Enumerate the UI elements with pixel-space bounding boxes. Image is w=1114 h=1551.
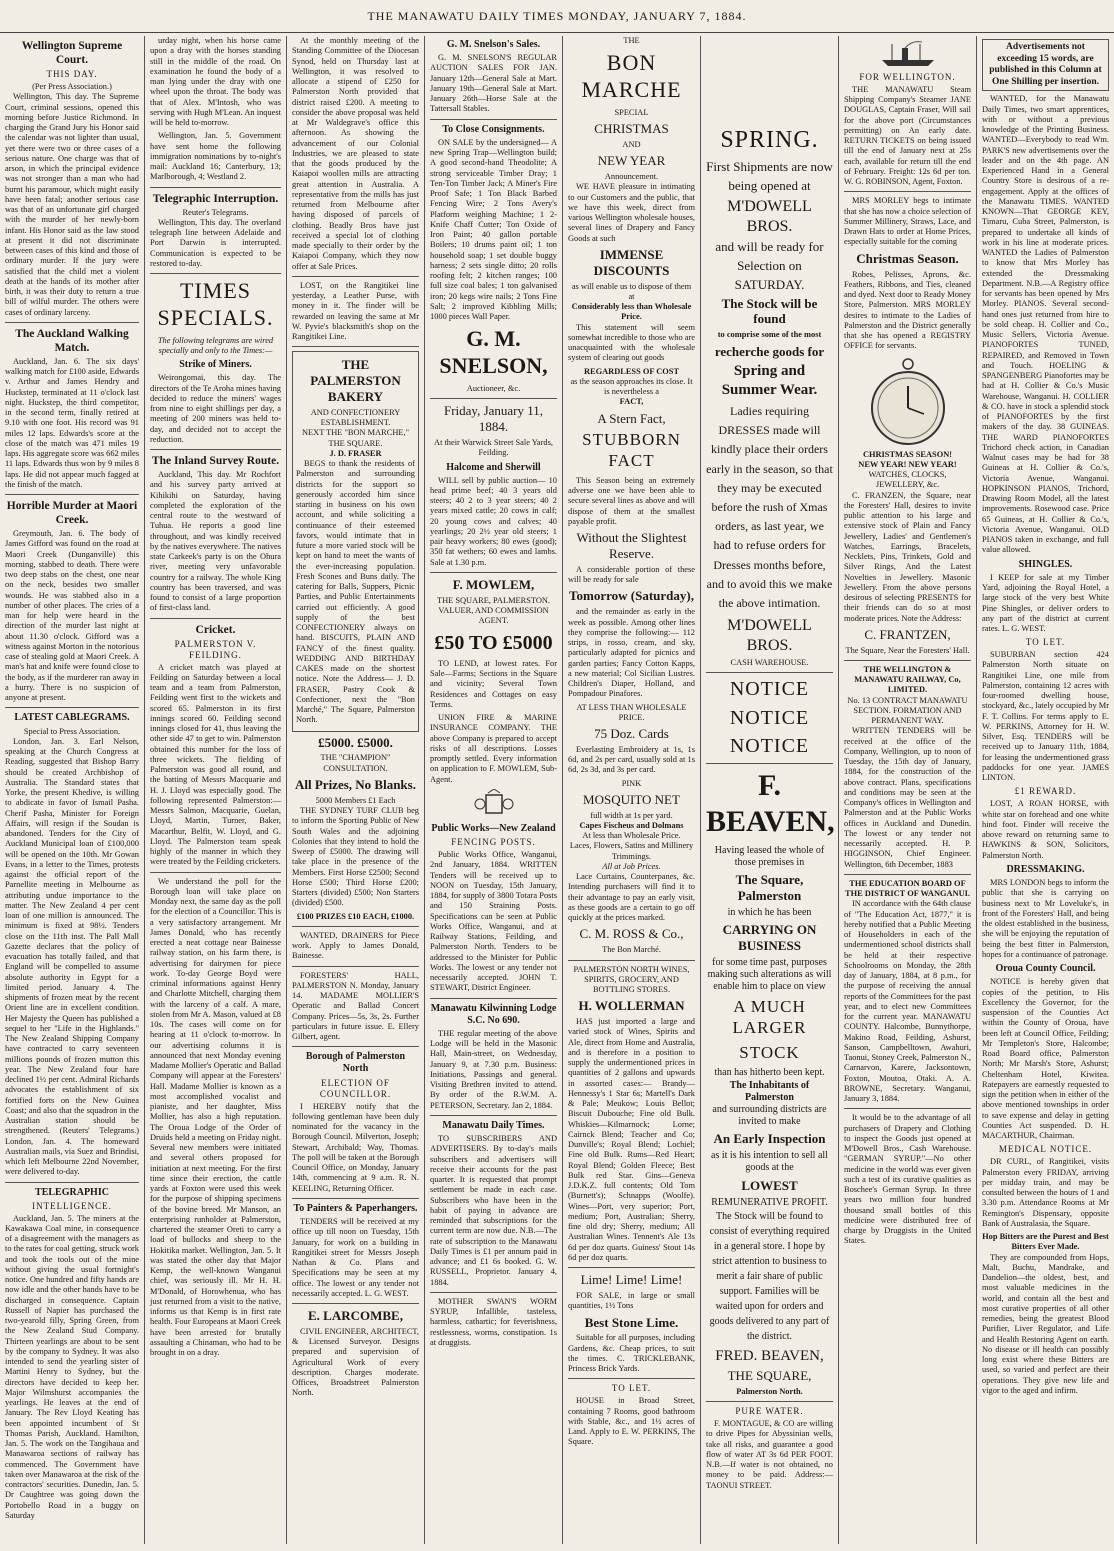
agency-line: Special to Press Association. — [23, 726, 121, 736]
beaven-heading: F. BEAVEN, — [706, 768, 835, 839]
bm-text: Lace Curtains, Counterpanes, &c. Intending purchasers will find it to their advantage to pay an early visit, as these goods are a certain to go off quickly at the prices marked. — [568, 872, 695, 923]
heading-times-specials: TIMES SPECIALS. — [157, 278, 274, 330]
education-heading: THE EDUCATION BOARD OF THE DISTRICT OF WANGANUI. — [844, 878, 971, 899]
dtimes-text: TO SUBSCRIBERS AND ADVERTISERS. By to-day's mails subscribers and advertisers will receive their accounts for the past quarter. It is requested that prompt settlement be made in each case. Subscribers who have been in the habit of paying in advance are reminded that subscriptions for the current term are now due. N.B.—The rate of subscription to the Manawatu Daily Times is £1 per annum paid in advance; and £1 6s booked. G. W. RUSSELL, Proprietor. January 4, 1884. — [430, 1134, 557, 1287]
bm-text: WE HAVE pleasure in intimating to our Customers and the public, that we have this week, direct from various Wellington wholesale houses, several lines of Drapery and Fancy Goods at such — [568, 182, 695, 243]
dressmaking-heading: DRESSMAKING. — [1006, 863, 1085, 875]
wollerman-heading: H. WOLLERMAN — [578, 998, 685, 1014]
article-text: London, Jan. 3. Earl Nelson, speaking at the Church Congress at Reading, suggested that Bishop Barry should be created Archbishop of Australia. The Standard states that Yorke, the present Khedive, is willing to abdicate in favor of Ismail Pasha. Cherif Pasha, Minister for Foreign Affairs, will resign if the Soudan is abandoned. Tenders for the City of Auckland Municipal loan of £100,000 will be opened on the 10th. Mr Gowan Evans, in a letter to the Times, protests against the official report of the Parnellite meeting in Melbourne as attributing undue importance to the matter. The New Zealand 4 per cent loan of one million is announced. The minimum is fixed at 98½. Tenders close on the 11th inst. The Pall Mall Gazette declares that the policy of evacuation has totally failed, and that England will be compelled to assume absolute authority in Egypt for a limited period. January 4. The shipments of frozen meat by the recent Orient line are in excellent condition. Her Majesty the Queen has published a sequel to her "Life in the Highlands." The New Zealand Shipping Company have contracted to carry seventeen millions pounds of frozen mutton this year. The New Zealand four hare declined 1½ per cent. Admiral Richards advocates the establishment of six fortified forts on the New Guinea Coast; and also that the squadron in the Australian station should be strengthened. (Reuters' Telegrams.) London, Jan. 4. The homeward Australian mails, via Suez and Brindisi, which left Melbourne 22nd November, were delivered to-day. — [5, 736, 139, 1177]
spring-text: to comprise some of the most — [717, 330, 822, 340]
reward-heading: £1 REWARD. — [1014, 786, 1077, 797]
lodge-text: THE regular meeting of the above Lodge will be held in the Masonic Hall, Main-street, on Wednesday, January 9, at 7.30 p.m. Business: Initiations, Passings and general. Visiting Brethren invited to attend. By order of the R.W.M. A. PETERSON, Secretary. Jan 2, 1884. — [430, 1028, 557, 1110]
bm-laces: Laces, Flowers, Satins and Millinery Trimmings. — [569, 841, 694, 861]
article-text: Auckland, Jan. 5. The miners at the Kawakawa Coal mine, in consequence of a disagreement with the managers as to the rates for coal getting, struck work and took the tools out of the mine without giving the usual fortnight's notice. One hundred and fifty hands are now idle and the other hands have to be discharged in consequence. Captain Russell of Napier has purchased the two-yearold filly, Spring Green, from the New Zealand Stud Company. Thirteen yearlings are about to be sent by the company to Sydney. It was also intended to send the yearling sister of Martini Henry to Sydney, but the directors have decided to keep her. Major Wilmshurst accompanies the yearlings. He leaves at the end of January. The Rev Lloyd Keating has been appointed incumbent of St Thomas Parish, Auckland. Hamilton, Jan. 5. The work on the Tangihaua and Manawaroa sections of railway has commenced. The Government have taken over Manawaroa at the risk of the contractors' securities. Dunedin, Jan. 5. Dr Caughtree was going down the Portobello Road in a buggy on Saturday — [5, 1213, 139, 1520]
article-text: A cricket match was played at Feilding on Saturday between a local team and a team from Palmerston, Feilding went first to the wickets and scored 65. Palmerston in its first innings scored 60. Feilding second innings closed for 41, thus leaving the other side 47 to get to win. Palmerston obtained this number for the loss of three wickets. The fielding of Palmerston was good all round, and the batting of Messrs Macquarie and H. J. Lloyd was especially good. The following represented Palmerston:— Messrs Salmon, Macquarie, Guelan, Lloyd, Martin, Turner, Baker, Macarthur, Belfit, W. Lloyd, and G. Lloyd. The Palmerston team speak highly of the manner in which they were treated by the Feilding cricketers. — [150, 662, 281, 867]
subheading: ELECTION OF COUNCILLOR. — [319, 1077, 392, 1099]
railway-text: WRITTEN TENDERS will be received at the office of the Company, Wellington, up to noon of Tuesday, the 15th day of January, 1884, for the construction of the above contract. Plans, specifications and conditions may be seen at the Company's offices in Wellington and Palmerston and at the Public Works offices in Auckland and Dunedin. The lowest or any tender not necessarily accepted. H. P. HIGGINSON, Chief Engineer. Wellington, 6th December, 1883 — [844, 726, 971, 869]
ad-lost-purse: LOST, on the Rangitikei line yesterday, a Leather Purse, with money in it. The finder will be rewarded on leaving the same at Mr W. Pyvie's blacksmith's shop on the Rangitikei Line. — [292, 280, 419, 341]
article-text: urday night, when his horse came upon a dray with the horses standing still in the middle of the road. On examination he found the body of a man lying under the dray with one wheel upon the throat. The body was that of Alex. M'Intosh, who was serving with Hugh M'Lean. An inquest will be held to-morrow. — [150, 36, 281, 127]
bm-capes: Capes Fischeus and Dolmans — [579, 820, 684, 830]
loan-heading: £50 TO £5000 — [434, 631, 553, 654]
coat-of-arms-icon — [474, 789, 514, 819]
tolet-heading: TO LET. — [611, 1383, 652, 1394]
sweep-text: THE SYDNEY TURF CLUB beg to inform the Sporting Public of New South Wales and the adjoining Colonies that they intend to hold the Sweep of £5000. The drawing will take place in the presence of the Members. First Horse £2500; Second Horse £500; Third Horse £200; Starters (divided) £500; Non Starters (divided) £500. — [292, 806, 419, 908]
lime-heading: Lime! Lime! Lime! — [580, 1272, 683, 1288]
sweep-total: £100 PRIZES £10 EACH, £1000. — [296, 911, 415, 921]
subheading: INTELLIGENCE. — [32, 1200, 112, 1211]
masthead: THE MANAWATU DAILY TIMES MONDAY, JANUARY 7, 1884. — [0, 0, 1114, 33]
agency-line: (Per Press Association.) — [32, 82, 112, 91]
article-text: Wellington, This day. The Supreme Court, criminal sessions, opened this morning before Justice Richmond. In charging the Grand Jury his Honor said the calendar was not lighter than usual, yet there were two or three cases of a serious nature. One charge was that of arson, in which the principal evidence was not stronger than a man who had burnt his paramour, which might easily have been fatal; another serious case was that of an unfortunate girl charged with the murder of her newly-born infant. His Honor said as the law stood at present it did not discriminate between cases of this kind and those of ordinary murder. If the jury were satisfied that the child met a violent death at the hands of its mother after birth, it was their duty to return a true bill of wilful murder. The others were cases of ordinary larceny. — [5, 92, 139, 317]
beaven-much: A MUCH LARGER — [732, 997, 807, 1038]
ship-heading: FOR WELLINGTON. — [859, 72, 956, 82]
heading-borough: Borough of Palmerston North — [305, 1051, 406, 1075]
spring-heading: SPRING. — [720, 127, 819, 153]
article-text: Auckland, This day. Mr Rochfort and his survey party arrived at Kihikihi on Saturday, having completed the exploration of the central route to the westward of Tuhua. He reports a good line throughout, and was kindly received by the natives everywhere. The natives state Carkeek's party is on the Ohura river, meeting very unfavorable country for a railway. The whole King country has been traversed, and was found to consist of a large proportion of first-class land. — [150, 470, 281, 613]
agency-line: Reuter's Telegrams. — [182, 207, 249, 217]
notice-3: NOTICE — [729, 735, 810, 758]
franzen-heading-2: NEW YEAR! NEW YEAR! — [858, 459, 957, 469]
bm-tomorrow: Tomorrow (Saturday), — [569, 588, 694, 604]
ad-drainers: WANTED, DRAINERS for Piece work. Apply to James Donald, Bainesse. — [292, 930, 419, 961]
beaven-square: The Square, Palmerston — [735, 872, 804, 903]
railway-heading: THE WELLINGTON & MANAWATU RAILWAY, Co, LIMITED. — [854, 664, 961, 695]
water-heading: PURE WATER. — [735, 1406, 804, 1417]
tolet-text: HOUSE in Broad Street, containing 7 Rooms, good bathroom with Stable, &c., and 1½ acres of Land. Apply to E. W. PERKINS, The Square. — [568, 1396, 695, 1447]
column-6 — [701, 36, 838, 1544]
tolet-heading: TO LET. — [1025, 637, 1066, 648]
beaven-inhab: The Inhabitants of Palmerston — [729, 1079, 810, 1103]
medical-heading: MEDICAL NOTICE. — [998, 1144, 1093, 1155]
classified-text: WANTED, for the Manawatu Daily Times, two smart apprentices, with or without a previous knowledge of the Printing Business. WANTED—Everybody to read Wm. PARK'S new advertisements over the leader and on the 4th page. AN Experienced Hand in a General Country Store is desirous of a re-engagement. Apply at the offices of the Manawatu TIMES. WANTED KNOWN—That GEORGE KEY, Timaru, Cuba Street, Palmerston, is prepared to undertake all kinds of work in his line at moderate prices. WANTED the Ladies of Palmerston to know that Mrs Morley has extended the Dressmaking Department. N.B.—A Registry office for servants has been opened by Mrs Morley. PIANOS. Several second-hand ones just returned from hire to be sold cheap. H. Collier and Co., Music Sellers, Victoria Avenue. PIANOFORTES TUNED, REPAIRED, and Removed in Town and Touch. HOELING & SPANGENBERG Pianofortes may be had at H. Collier & Co.'s Music Warehouse, Wanganui. H. COLLIER & CO. have in stock a splendid stock of PIANOFORTES by the first makers of the day. 38 GUINEAS. THE WARD PIANOFORTES Trichord check action, in Canadian Walnut cases may be had for 38 Guineas at H. Collier & Co.'s, Victoria Avenue, Wanganui. HOPKINSON PIANOS, Trichord, Drawing Room Model, all the latest improvements. Rosewood case. Price 65 Guineas, at H. Collier & Co.'s, Victoria Avenue, Wanganui. OLD PIANOS taken in exchange, and full value allowed. — [982, 94, 1109, 555]
article-text: Wellington, This day. The overland telegraph line between Adelaide and Port Darwin is interrupted. Communication is expected to be restored to-day. — [150, 217, 281, 268]
bm-signature: C. M. ROSS & Co., — [579, 926, 684, 942]
article-text: Wellington, Jan. 5. Government have sent home the following immigration nominations by to-night's mail: Auckland 16; Canterbury, 13; Marlborough, 4; Westland 2. — [150, 131, 281, 182]
snelson-role: Auctioneer, &c. — [466, 384, 521, 394]
steamship-icon — [878, 40, 938, 68]
article-text: At the monthly meeting of the Standing Committee of the Diocesan Synod, held on Thursday last at Wellington, it was resolved to allocate a stipend of £250 for Palmerston North provided that district raised £200. A meeting to consider the above proposal was held at Mr Waldegrave's office this afternoon. As showing the advancement of our Colonial Industries, we are pleased to state that the goods produced by the Kaiapoi woollen mills are attracting great attention in Australia. A representative from the mills has just returned from Melbourne after having disposed of parcels of clothing. Beadly Bros have just received a special lot of clothing made specially to their order by the Kaiapoi Company, which they now offer at Sale Prices. — [292, 36, 419, 271]
bm-text: This Season being an extremely adverse one we have been able to secure several lines as above and will dispose of them at the smallest payable profit. — [568, 475, 695, 526]
beaven-text: The Stock will be found to consist of everything required in a general store. I hope by strict attention to business to merit a fair share of public support. Families will be waited upon for orders and goods delivered to any part of the district. — [709, 1210, 830, 1342]
bm-new-year: NEW YEAR — [597, 153, 666, 169]
stone-heading: Best Stone Lime. — [584, 1314, 679, 1330]
friday-heading: Friday, January 11, 1884. — [443, 403, 544, 435]
column-3 — [287, 36, 424, 1544]
columns — [0, 36, 1114, 1544]
heading-walking-match: The Auckland Walking Match. — [15, 327, 129, 354]
franzen-heading-3: WATCHES, CLOCKS, JEWELLERY, &c. — [868, 470, 947, 490]
subheading: FENCING POSTS. — [451, 837, 536, 848]
bm-regardless: REGARDLESS OF COST — [583, 366, 680, 376]
shingles-heading: SHINGLES. — [1018, 558, 1073, 570]
stone-text: Suitable for all purposes, including Gardens, &c. Cheap prices, to suit the times. C. TRICKLEBANK, Princess Brick Yards. — [568, 1333, 695, 1374]
heading-lodge: Manawatu Kilwinning Lodge S.C. No 690. — [430, 1002, 557, 1026]
column-8 — [977, 36, 1114, 1544]
bm-stubborn: STUBBORN FACT — [582, 430, 681, 471]
beaven-text: and surrounding districts are invited to make — [712, 1104, 827, 1128]
bm-stern: A Stern Fact, — [597, 410, 666, 426]
bm-net: full width at 1s per yard. — [590, 810, 673, 820]
beaven-text: in which he has been — [727, 906, 812, 918]
bakery-sub: AND CONFECTIONERY ESTABLISHMENT. — [310, 407, 401, 428]
spring-text: The Stock will be found — [721, 295, 818, 327]
column-4 — [425, 36, 562, 1544]
ad-column-heading: Advertisements not exceeding 15 words, are published in this Column at One Shilling per insertion. — [982, 39, 1109, 91]
beaven-lowest: LOWEST — [741, 1177, 798, 1193]
bm-announcement: Announcement. — [604, 172, 659, 182]
beaven-carry: CARRYING ON BUSINESS — [722, 922, 817, 953]
heading-strike: Strike of Miners. — [179, 359, 252, 371]
union-text: UNION FIRE & MARINE INSURANCE COMPANY. THE above Company is prepared to accept risks of all descriptions. Losses promptly settled. Every information on application to F. MOWLEM, Sub-Agent. — [430, 713, 557, 784]
halcome-text: WILL sell by public auction— 10 head prime beef; 40 3 years old steers; 40 2 to 3 year steers; 40 2 years mixed cattle; 20 cows in calf; 20 young cows and calves; 40 yearlings; 20 2½ year old steers; 1 pair heavy workers; 80 ewes (good); 350 fat wethers; 60 ewes and lambs. Sale at 1.30 p.m. — [430, 475, 557, 567]
bm-fact: FACT, — [619, 397, 644, 407]
notice-1: NOTICE — [729, 678, 810, 701]
water-text: F. MONTAGUE, & CO are willing to drive Pipes for Abyssinian wells, take all risks, and guarantee a good flow of water AT 3s 6d PER FOOT. N.B.—If water is not obtained, no money to be paid. Address:— TAONUI STREET. — [706, 1419, 833, 1490]
spring-text: being opened at — [728, 178, 811, 194]
sweep-sub: THE "CHAMPION" CONSULTATION. — [320, 753, 391, 773]
spring-text: recherche goods for — [714, 343, 825, 359]
heading-daily-times: Manawatu Daily Times. — [442, 1119, 545, 1131]
franzen-signature-2: The Square, Near the Foresters' Hall. — [845, 645, 970, 655]
beaven-stock: STOCK — [739, 1042, 800, 1062]
column-2 — [145, 36, 286, 1544]
spring-text: First Shipments are now — [706, 159, 833, 175]
bm-without: Without the Slightest Reserve. — [576, 530, 687, 562]
bm-signature-2: The Bon Marché. — [602, 945, 661, 955]
hop-text: They are compounded from Hops, Malt, Buchu, Mandrake, and Dandelion—the oldest, best, and most valuable medicines in the world, and contain all the best and most curative properties of all other remedies, being the greatest Blood Purifier, Liver Regulator, and Life and Health Restoring Agent on earth. No disease or ill health can possibly long exist where these Bitters are used, so varied and perfect are their operations. They give new life and vigor to the aged and infirm. — [982, 1252, 1109, 1395]
bakery-name: J. D. FRASER — [329, 448, 382, 458]
heading-larcombe: E. LARCOMBE, — [308, 1308, 403, 1324]
snelson-name: G. M. SNELSON, — [439, 326, 548, 379]
beaven-signature-3: Palmerston North. — [736, 1386, 803, 1396]
sweep-prizes: All Prizes, No Blanks. — [295, 776, 416, 792]
bm-discounts: IMMENSE DISCOUNTS — [593, 246, 670, 278]
lime-text: FOR SALE, in large or small quantities, 1½ Tons — [568, 1291, 695, 1311]
bm-text: and the remainder as early in the week as possible. Among other lines they comprise the following:— 112 strips, in rosso, cream, and sky, particularly adapted for picnics and garden parties; Fancy Cotton Kapps, a new material; Col Sicilian Lustres. Children's Diaper, Holland, and Pompadour Pinafores. — [568, 607, 695, 699]
heading-cricket: Cricket. — [195, 623, 236, 636]
ad-foresters: FORESTERS' HALL, PALMERSTON N. Monday, January 14. MADAME MOLLIER'S Operatic and Ballad Concert Company. Prices—5s, 3s, 2s. Further particulars in future issue. E. Ellery Gilbert, agent. — [292, 970, 419, 1042]
painters-text: TENDERS will be received at my office up till noon on Tuesday, 15th January, for work on a building in Rangitikei street for Messrs Joseph Nathan & Co. Plans and Specifications may be seen at my office. The lowest or any tender not necessarily accepted. L. G. WEST. — [292, 1217, 419, 1298]
bm-text: as will enable us to dispose of them at — [571, 281, 692, 301]
beaven-text: than has hitherto been kept. — [714, 1067, 825, 1079]
larcombe-text: CIVIL ENGINEER, ARCHITECT, & Licensed Surveyor. Designs prepared and supervision of Agricultural Work of every description. Charges moderate. Offices, Broadstreet Palmerston North. — [292, 1326, 419, 1398]
heading-murder: Horrible Murder at Maori Creek. — [6, 500, 138, 527]
medical-text: DR CURL, of Rangitikei, visits Palmerston every FRIDAY, arriving per midday train, and may be consulted between the hours of 1 and 3.30 p.m. Attendance Rooms at Mr Remington's Dispensary, opposite Bank of Australasia, the Square. — [982, 1157, 1109, 1228]
article-text: Weirongomai, this day. The directors of the Te Aroha mines having decided to reduce the miners' wages from nine to eight shillings per day, a meeting of 200 miners was held to-day, and decided not to accept the reduction. — [150, 373, 281, 444]
franzen-heading-1: CHRISTMAS SEASON! — [862, 449, 953, 459]
spring-signature: M'DOWELL BROS. — [727, 617, 812, 654]
column-5 — [563, 36, 700, 1544]
education-text: IN accordance with the 64th clause of "The Education Act, 1877," it is hereby notified that a Public Meeting of Householders in each of the undermentioned school districts shall be held at their respective Schoolrooms on Monday, the 28th day of January, 1884, at 8 p.m., for the purpose of receiving the annual reports of the Committees for the past year, and to elect new Committees for the current year. MANAWATU COUNTY. Halcombe, Bunnythorpe, Makino Road, Feilding, Ashurst, Sanson, Campbelltown, Awahuri, Taonui, Stoney Creek, Palmerston N., Carnarvon, Karere, Jacksontown, Foxton, Moutoa, Otaki. A. A. BROWNE, Secretary. Wanganui, January 3, 1884. — [844, 899, 971, 1104]
spring-mdowell: M'DOWELL BROS. — [727, 197, 812, 235]
heading-snelson-sales: G. M. Snelson's Sales. — [446, 39, 541, 50]
heading-telegraphic: TELEGRAPHIC — [35, 1186, 109, 1198]
bm-heading: BON MARCHE — [581, 50, 682, 103]
spring-signature-2: CASH WAREHOUSE. — [730, 658, 809, 668]
ad-bakery — [292, 351, 419, 731]
dressmaking-text: MRS LONDON begs to inform the public that she is carrying on business next to Mr Loveluke's, in front of the Foresters' Hall, and being the oldest established in the business, she will be enjoying the reputation of being the best fitter in Palmerston, hopes for a continuance of patronage. — [982, 878, 1109, 959]
morley-text: MRS MORLEY begs to intimate that she has now a choice selection of Summer Millinery, Straws, Lace, and Drawn Hats to order at Home Prices, especially suitable for the coming — [844, 196, 971, 247]
spring-saturday: SATURDAY. — [734, 276, 805, 292]
beaven-remun: REMUNERATIVE PROFIT. — [711, 1196, 828, 1208]
sweep-heading: £5000. £5000. — [318, 734, 393, 750]
spring-text: Selection on — [737, 257, 802, 273]
sweep-members: 5000 Members £1 Each — [315, 795, 396, 805]
tolet-text: SUBURBAN section 424 Palmerston North situate on Rangitikei Line, one mile from Palmerston, containing 12 acres with four-roomed dwelling house, stockyard, &c., lately occupied by Mr F. T. Collins. For terms apply to E. W. PERKINS, Attorney for H. W. Silver, Esq. TENDERS will be received up to January 11th, 1884, for leasing the undermentioned grass paddocks for one year. JAMES LINTON. — [982, 650, 1109, 783]
bm-text: This statement will seem somewhat incredible to those who are unacquainted with the wholesale system of clearing out goods — [568, 322, 695, 363]
wollerman-text: HAS just imported a large and varied stock of Wines, Spirits and Ale, direct from Home and Australia, and is therefore in a position to supply the undermentioned prices in quantities of 2 gallons and upwards in assorted cases:— Brandy—Hennessy's 1 Star 6s; Martell's Dark & Pale; Meukow; Louis Bellot; Biscuit Dubouche; Fine old Bulk. Whiskies—Kilmarnock; Lorne; Cairnck Blend; Teacher and Co; Dunville's; Royal Blend; Lochiel; Fine old Bulk. Rums—Red Heart; Royal Blend; Golden Fleece; Best Bulk red Star. Gins—Geneva J.D.K.Z. full contents; Old Tom (Burnett's); Schnapps (Woolfe). Wines—Port, very superior; Port, medium; Port, Australian; Sherry, fine old dry; Sherry, medium; All Australian Wines. Tennent's Ale 13s 6d per doz quarts. Guiness' Stout 14s 6d per doz quarts. — [568, 1017, 695, 1262]
article-text: We understand the poll for the Borough loan will take place on Monday next, the same day as the poll for the election of a Councillor. This is a very satisfactory arrangement. Mr James Donald, who has recently erected a neat cottage near Bainesse railway station, on his farm there, is advertising for dairymen for piece work. To-day George Boyd were criminal informations against Henry and Charlotte Mitchell, charging them with the larceny of a calf. A mare, stolen from Mr A. Mason, valued at £8 10s. The cases will come on for hearing at 11 o'clock to-morrow. In our advertising columns it is announced that next Monday evening Madame Mollier's Operatic and Ballad Company will appear at the Foresters' Hall. Madame Mollier is known as a most accomplished vocalist and pianiste, and her daughter, Miss Mollier, has also a high reputation. The Oroua Lodge of the Order of Druids held a meeting on Friday night. Several new members were initiated and several others proposed for initiation at next meeting. For the first time since their erection, the cattle yards at Foxton were used this week for the purpose of shipping specimens of the bovine breed. Mr Manson, an enterprising runholder at Palmerston, chartered the steamer Oreti to carry a load of bullocks and sheep to the Hokitika market. Wellington, Jan. 5. It was stated the other day that Major Kemp, the well-known Wanganui chief, was seriously ill. Mr H. H. M'Donald, of Horowhenua, who has just returned from a visit to the native, informs us that Kemp is in first rate health. Four Europeans at Maori Creek have been arrested for brutally assaulting a Chinaman, who had to be brought in on a dray. — [150, 876, 281, 1358]
heading-supreme-court: Wellington Supreme Court. — [21, 40, 123, 67]
pocket-watch-icon — [868, 356, 948, 446]
bakery-text: BEGS to thank the residents of Palmerston and surrounding districts for the support so generously accorded him since starting in business on his own account, and while soliciting a continuance of their esteemed favors, would intimate that in future a more varied stock will be kept on hand to meet the wants of the ever-increasing population. Fresh Scones and Buns daily. The catering for Balls, Suppers, Picnic Parties, and Public Entertainments carried out efficiently. A good supply of the best CONFECTIONERY always on hand. BISCUITS, PLAIN AND FANCY of the finest quality. WEDDING AND BIRTHDAY CAKES made on the shortest notice. Note the Address— J. D. FRASER, Pastry Cook & Confectioner, next the "Bon Marché," The Square, Palmerston North. — [296, 459, 415, 725]
heading-interruption: Telegraphic Interruption. — [152, 192, 279, 205]
heading-inland-route: The Inland Survey Route. — [151, 455, 280, 468]
heading-consignments: To Close Consignments. — [442, 123, 545, 135]
bm-wholesale: AT LESS THAN WHOLESALE PRICE. — [576, 702, 687, 722]
heading-public-works: Public Works—New Zealand — [431, 822, 556, 834]
heading-painters: To Painters & Paperhangers. — [293, 1202, 418, 1214]
borough-text: I HEREBY notify that the following gentleman have been duly nominated for the vacancy in the Borough Council. Milverton, Joseph; Stewart, Archibald; Way, Thomas. The poll will be taken at the Borough Council Office, on Monday, January 14th, commencing at 9 a.m. R. N. KEELING, Returning Officer. — [292, 1101, 419, 1193]
mowlem-sub: THE SQUARE, PALMERSTON. VALUER, AND COMMISSION AGENT. — [436, 595, 551, 626]
bm-cards: 75 Doz. Cards — [594, 726, 669, 741]
syrup-text: It would be to the advantage of all purchasers of Drapery and Clothing to inspect the Goods just opened at M'Dowell Bros., Cash Warehouse. "GERMAN SYRUP."—No other medicine in the world was ever given such a test of its curative qualities as Boschee's German Syrup. In three years two million four hundred thousand small bottles of this medicine were distributed free of charge by Druggists in the United States. — [844, 1113, 971, 1246]
spring-text: and will be ready for — [715, 239, 824, 255]
franzen-text: C. FRANZEN, the Square, near the Foresters' Hall, desires to invite public attention to his large and extensive stock of Plain and Fancy Jewellery, Ladies' and Gentlemen's Watches, Earrings, Bracelets, Necklets, Pins, Trinkets, Gold and Silver Rings, And the Latest Novelties in Jewellery. Masonic Jewellery. From the above persons desirous of selecting PRESENTS for their friends can do so at most moderate prices. Note the Address: — [844, 490, 971, 623]
bm-the: THE — [623, 36, 640, 45]
bm-and: AND — [622, 140, 641, 150]
bm-mosquito: MOSQUITO NET — [583, 791, 680, 807]
oroua-text: NOTICE is hereby given that copies of the petition, to His Excellency the Governor, for the suspension of the Counties Act within the County of Oroua, have been left at Council Office, Feilding; Mr Templeton's Store, Halcombe; Road Board office, Palmerston North; Mr Marsh's Store, Ashurst; Cheltenham Hotel, Kiwitea. Ratepayers are earnestly requested to sign the petition when in either of the above mentioned townships in order to save expense and delay in getting Counties Act suspended. D. H. MACARTHUR, Chairman. — [982, 977, 1109, 1141]
bm-capes-sub: At less than Wholesale Price. — [582, 831, 681, 841]
heading-cablegrams: LATEST CABLEGRAMS. — [14, 712, 130, 724]
bm-text: Everlasting Embroidery at 1s, 1s 6d, and 2s per card, usually sold at 1s 6d, 2s 3d, and 3s per card. — [568, 744, 695, 775]
mowlem-heading: F. MOWLEM, — [452, 576, 535, 592]
reward-text: LOST, A ROAN HORSE, with white star on forehead and one white hind foot. Finder will receive the above reward on returning same to HAWKINS & SON, Solicitors, Palmerston North. — [982, 799, 1109, 860]
works-text: Public Works Office, Wanganui, 2nd January, 1884. WRITTEN Tenders will be received up to NOON on Tuesday, 15th January, 1884, for supply of 3800 Totara Posts and 150 Straining Posts. Specifications can be seen at Public Works Office, Wanganui, and at Railway Stations, Feilding, and Palmerston North. Tenders to be addressed to the Minister for Public Works. The lowest or any tender not necessarily accepted. JOHN T. STEWART, District Engineer. — [430, 850, 557, 993]
beaven-signature: FRED. BEAVEN, — [715, 1347, 824, 1364]
spring-text: Ladies requiring DRESSES made will kindly place their orders early in the season, so that they may be executed before the rush of Xmas orders, as last year, we had to refuse orders for Dresses months before, and to avoid this we make the above intimation. — [706, 404, 833, 610]
bakery-location: NEXT THE "BON MARCHE," THE SQUARE. — [301, 428, 410, 448]
bm-below: Considerably less than Wholesale Price. — [571, 302, 692, 322]
notice-2: NOTICE — [729, 706, 810, 729]
ship-text: THE MANAWATU Steam Shipping Company's Steamer JANE DOUGLAS, Captain Fraser, Will sail for the above port (Circumstances permitting) on An early date. RETURN TICKETS on being issued till the end of January next at 25s each, available for return till the end of February. Freight: 12s 6d per ton. W. G. ROBINSON, Agent, Foxton. — [844, 84, 971, 187]
franzen-signature: C. FRANTZEN, — [864, 626, 951, 642]
bm-special: SPECIAL — [614, 107, 649, 117]
specials-note: The following telegrams are wired specially and only to the Times:— — [157, 335, 274, 355]
spring-summer: Spring and Summer Wear. — [721, 363, 818, 398]
sales-text: G. M. SNELSON'S REGULAR AUCTION SALES FOR JAN. January 12th—General Sale at Mart. January 19th—General Sale at Mart. January 26th—Horse Sale at the Tattersall Stables. — [430, 53, 557, 114]
christmas-heading: Christmas Season. — [856, 250, 959, 266]
syrup-text: MOTHER SWAN'S WORM SYRUP, Infallible, tasteless, harmless, cathartic; for feverishness, restlessness, worms, constipation. 1s at druggists. — [430, 1296, 557, 1347]
shingles-text: I KEEP for sale at my Timber Yard, adjoining the Royal Hotel, a large stock of the very best White Pine Shingles, or deliver orders to any part of the district at current rates. L. G. WEST. — [982, 572, 1109, 633]
bm-christmas: CHRISTMAS — [594, 121, 669, 137]
hop-heading: Hop Bitters are the Purest and Best Bitters Ever Made. — [982, 1232, 1109, 1252]
subheading: THIS DAY. — [46, 69, 98, 80]
oroua-heading: Oroua County Council. — [995, 963, 1096, 975]
beaven-text: Having leased the whole of those premises in — [714, 844, 825, 868]
heading-halcome: Halcome and Sherwill — [446, 461, 541, 473]
railway-sub: No. 13 CONTRACT MANAWATU SECTION. FORMATION AND PERMANENT WAY. — [847, 695, 968, 726]
bm-text: A considerable portion of these will be ready for sale — [568, 564, 695, 585]
bakery-heading: THE PALMERSTON BAKERY — [310, 357, 401, 404]
consign-text: ON SALE by the undersigned— A new Spring Trap—Wellington build; A good second-hand Theodolite; A strong serviceable Timber Dray; 1 Ten-Ton Timber Jack; A Miner's Fire Proof Safe; 1 Ton Black Barbed Fencing Wire; 2 Tons Avery's Platform weighing Machine; 1 2-Knife Chaff Cutter; Ton Oxide of Iron Paint; 40 gallon portable Boilers; 10 drums paint oil; 1 ton household soap; 1 set double buggy harness; 2 sets single ditto; 20 rolls roofing felt; 2 kitchen ranges; 100 full size coal bales; 1 ton galvanised iron; 20 kegs wire nails; 2 Tons Fine Salt; 2 improved Kibbling Mills; 1000 pieces Wall Paper. — [430, 137, 557, 322]
article-text: Auckland, Jan. 6. The six days' walking match for £100 aside, Edwards v. Arthur and James Hendry and Huckstep, terminated at 11 o'clock last night. Huckstep, the third competitor, in the second term, finally retired at 9.10 with one foot. His record was 91 miles 12 laps. Edwards's score at the close of the match was 471 miles 19 laps. His aggregate score was 662 miles 11 laps. Edwards thus won by 9 miles 8 laps. He did not appear much fagged at the finish of the match. — [5, 356, 139, 489]
beaven-signature-2: THE SQUARE, — [727, 1368, 812, 1383]
beaven-text: as it is his intention to sell all goods at the — [711, 1150, 828, 1174]
bm-text: as the season approaches its close. It is nevertheless a — [570, 376, 693, 397]
wines-heading: PALMERSTON NORTH WINES, SPIRITS, GROCERY, AND BOTTLING STORES. — [573, 964, 690, 995]
bm-half: All at Job Prices. — [602, 861, 661, 871]
beaven-text: for some time past, purposes making such alterations as will enable him to place on view — [707, 956, 832, 993]
column-1 — [0, 36, 144, 1544]
beaven-inspection: An Early Inspection — [713, 1131, 826, 1147]
column-7 — [839, 36, 976, 1544]
morley-text-2: Robes, Pelisses, Aprons, &c. Feathers, Ribbons, and Ties, cleaned and dyed. Next door to Ready Money Store, Palmerston. MRS MORLEY desires to intimate to the Ladies of Palmerston and the District generally that she has opened a REGISTRY OFFICE for servants. — [844, 269, 971, 351]
article-text: Greymouth, Jan. 6. The body of James Gifford was found on the road at Maori Creek (Dunganville) this morning, stabbed to death. There were two deep stabs on the chest, one near on the neck, besides two smaller wounds. He was stabbed also in a number of other places. The cries of a man for help were heard in the direction of the murder last night at about 11.30 o'clock. Gifford was a witness against Morton in the notorious case of stealing gold at Maori Creek. A man's hat and knife were found close to the body, as if the murderer ran away in a hurry. There is no suspicion of anyone at present. — [5, 529, 139, 703]
subheading: PALMERSTON V. FEILDING. — [174, 638, 257, 660]
bm-pink: PINK — [621, 778, 642, 788]
friday-sub: At their Warwick Street Sale Yards, Feilding. — [434, 438, 553, 458]
loan-text: TO LEND, at lowest rates. For Sale—Farms; Sections in the Square and vicinity; Several Town Residences and Cottages on easy Terms. — [430, 658, 557, 709]
